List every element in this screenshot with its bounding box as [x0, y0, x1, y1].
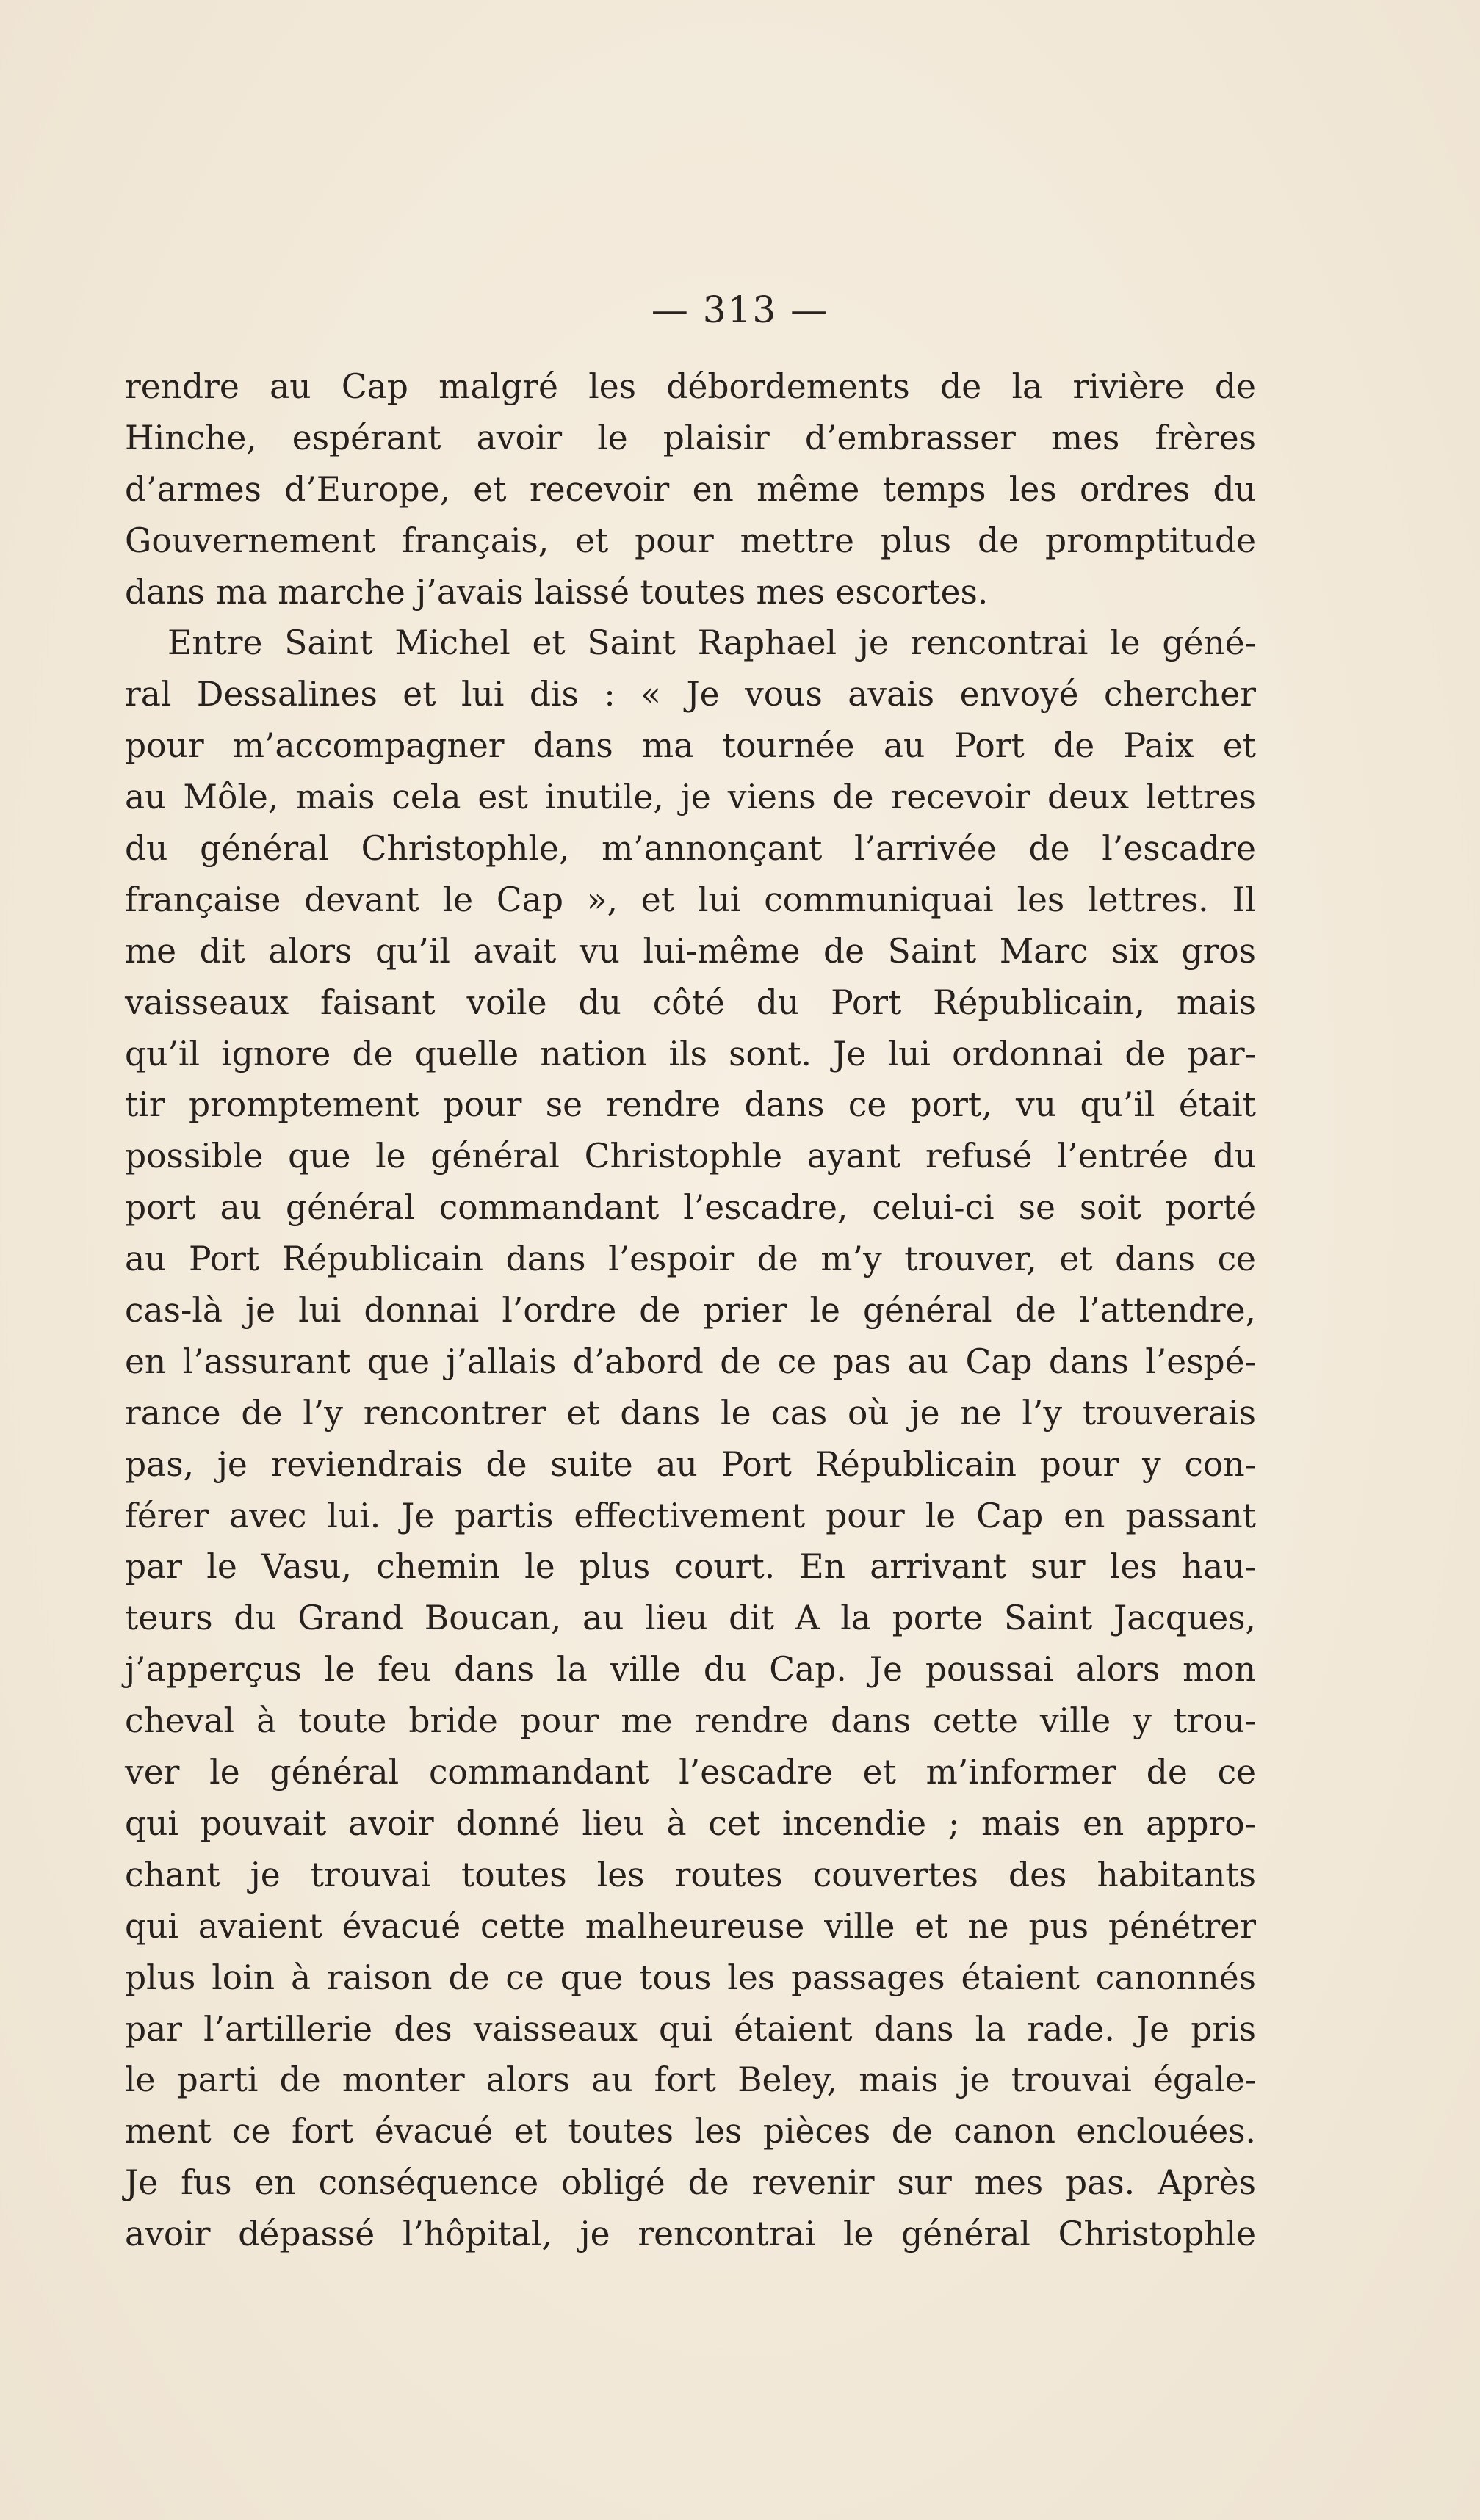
- text-line: ver le général commandant l’escadre et m’informer de ce: [125, 1753, 1256, 1792]
- text-line: tir promptement pour se rendre dans ce port, vu qu’il était: [125, 1085, 1256, 1125]
- text-line: Entre Saint Michel et Saint Raphael je rencontrai le géné-: [167, 623, 1256, 663]
- text-line: vaisseaux faisant voile du côté du Port Républicain, mais: [125, 982, 1256, 1022]
- text-line: au Môle, mais cela est inutile, je viens de recevoir deux lettres: [125, 778, 1256, 817]
- text-line: férer avec lui. Je partis effectivement pour le Cap en passant: [125, 1496, 1256, 1535]
- text-line: chant je trouvai toutes les routes couvertes des habitants: [125, 1855, 1256, 1894]
- text-line: avoir dépassé l’hôpital, je rencontrai le général Christophle: [125, 2215, 1256, 2254]
- text-line: rance de l’y rencontrer et dans le cas où je ne l’y trouverais: [125, 1393, 1256, 1433]
- text-line: Hinche, espérant avoir le plaisir d’embrasser mes frères: [125, 418, 1256, 457]
- text-line: le parti de monter alors au fort Beley, mais je trouvai égale-: [125, 2060, 1256, 2100]
- text-line: par l’artillerie des vaisseaux qui étaient dans la rade. Je pris: [125, 2009, 1256, 2049]
- text-line: j’apperçus le feu dans la ville du Cap. Je poussai alors mon: [125, 1650, 1256, 1690]
- text-line: rendre au Cap malgré les débordements de la rivière de: [125, 367, 1256, 406]
- text-line: qu’il ignore de quelle nation ils sont. Je lui ordonnai de par-: [125, 1034, 1256, 1073]
- body-text: [125, 361, 1256, 2260]
- text-line: pour m’accompagner dans ma tournée au Port de Paix et: [125, 726, 1256, 766]
- text-line: plus loin à raison de ce que tous les passages étaient canonnés: [125, 1958, 1256, 1997]
- text-line: d’armes d’Europe, et recevoir en même temps les ordres du: [125, 469, 1256, 509]
- text-line: qui avaient évacué cette malheureuse ville et ne pus pénétrer: [125, 1906, 1256, 1946]
- text-line: port au général commandant l’escadre, celui-ci se soit porté: [125, 1188, 1256, 1228]
- text-line: ment ce fort évacué et toutes les pièces de canon enclouées.: [125, 2112, 1256, 2151]
- text-line: qui pouvait avoir donné lieu à cet incendie ; mais en appro-: [125, 1803, 1256, 1843]
- page-number: — 313 —: [651, 289, 829, 331]
- text-line: du général Christophle, m’annonçant l’arrivée de l’escadre: [125, 829, 1256, 869]
- text-line: au Port Républicain dans l’espoir de m’y trouver, et dans ce: [125, 1239, 1256, 1279]
- text-line: dans ma marche j’avais laissé toutes mes escortes.: [125, 572, 989, 612]
- text-line: ral Dessalines et lui dis : « Je vous avais envoyé chercher: [125, 675, 1256, 714]
- text-line: pas, je reviendrais de suite au Port Républicain pour y con-: [125, 1444, 1256, 1484]
- text-line: teurs du Grand Boucan, au lieu dit A la porte Saint Jacques,: [125, 1598, 1256, 1638]
- text-line: française devant le Cap », et lui communiquai les lettres. Il: [125, 880, 1256, 919]
- text-line: Gouvernement français, et pour mettre plus de promptitude: [125, 521, 1256, 560]
- text-line: en l’assurant que j’allais d’abord de ce pas au Cap dans l’espé-: [125, 1342, 1256, 1381]
- text-line: par le Vasu, chemin le plus court. En arrivant sur les hau-: [125, 1547, 1256, 1587]
- text-line: cas-là je lui donnai l’ordre de prier le général de l’attendre,: [125, 1291, 1256, 1330]
- text-line: cheval à toute bride pour me rendre dans cette ville y trou-: [125, 1701, 1256, 1741]
- text-line: possible que le général Christophle ayant refusé l’entrée du: [125, 1137, 1256, 1176]
- text-line: Je fus en conséquence obligé de revenir sur mes pas. Après: [125, 2163, 1256, 2203]
- text-line: me dit alors qu’il avait vu lui-même de Saint Marc six gros: [125, 931, 1256, 971]
